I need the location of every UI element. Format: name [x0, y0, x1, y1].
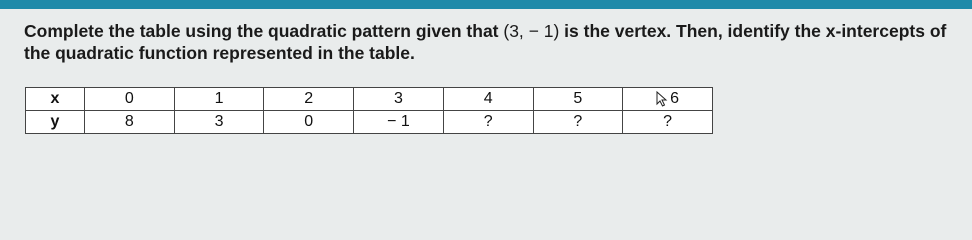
x-cell-3: 3: [354, 88, 444, 111]
y-cell-1: 3: [174, 111, 264, 134]
question-text-part-2: is the vertex. Then, identify the x-intercepts of the quadratic function represented in the table.: [24, 21, 947, 63]
x-cell-6: [623, 88, 713, 111]
xy-table: [25, 87, 713, 134]
top-accent-bar: [0, 0, 972, 9]
y-cell-2: 0: [264, 111, 354, 134]
y-cell-0: 8: [85, 111, 175, 134]
mouse-pointer-icon: [656, 91, 668, 107]
y-cell-3: − 1: [354, 111, 444, 134]
y-cell-6[interactable]: ?: [623, 111, 713, 134]
x-header: x: [26, 88, 85, 111]
x-cell-1: 1: [174, 88, 264, 111]
question-text: [24, 20, 954, 64]
y-header: y: [26, 111, 85, 134]
y-row: [26, 111, 713, 134]
x-cell-4: 4: [443, 88, 533, 111]
x-row: [26, 88, 713, 111]
x-cell-2: 2: [264, 88, 354, 111]
x-cell-0: 0: [85, 88, 175, 111]
x-cell-6-value: 6: [670, 90, 680, 107]
vertex-value: (3, − 1): [503, 21, 560, 41]
x-cell-5: 5: [533, 88, 623, 111]
question-text-part-1: Complete the table using the quadratic pattern given that: [24, 21, 504, 41]
y-cell-4[interactable]: ?: [443, 111, 533, 134]
y-cell-5[interactable]: ?: [533, 111, 623, 134]
